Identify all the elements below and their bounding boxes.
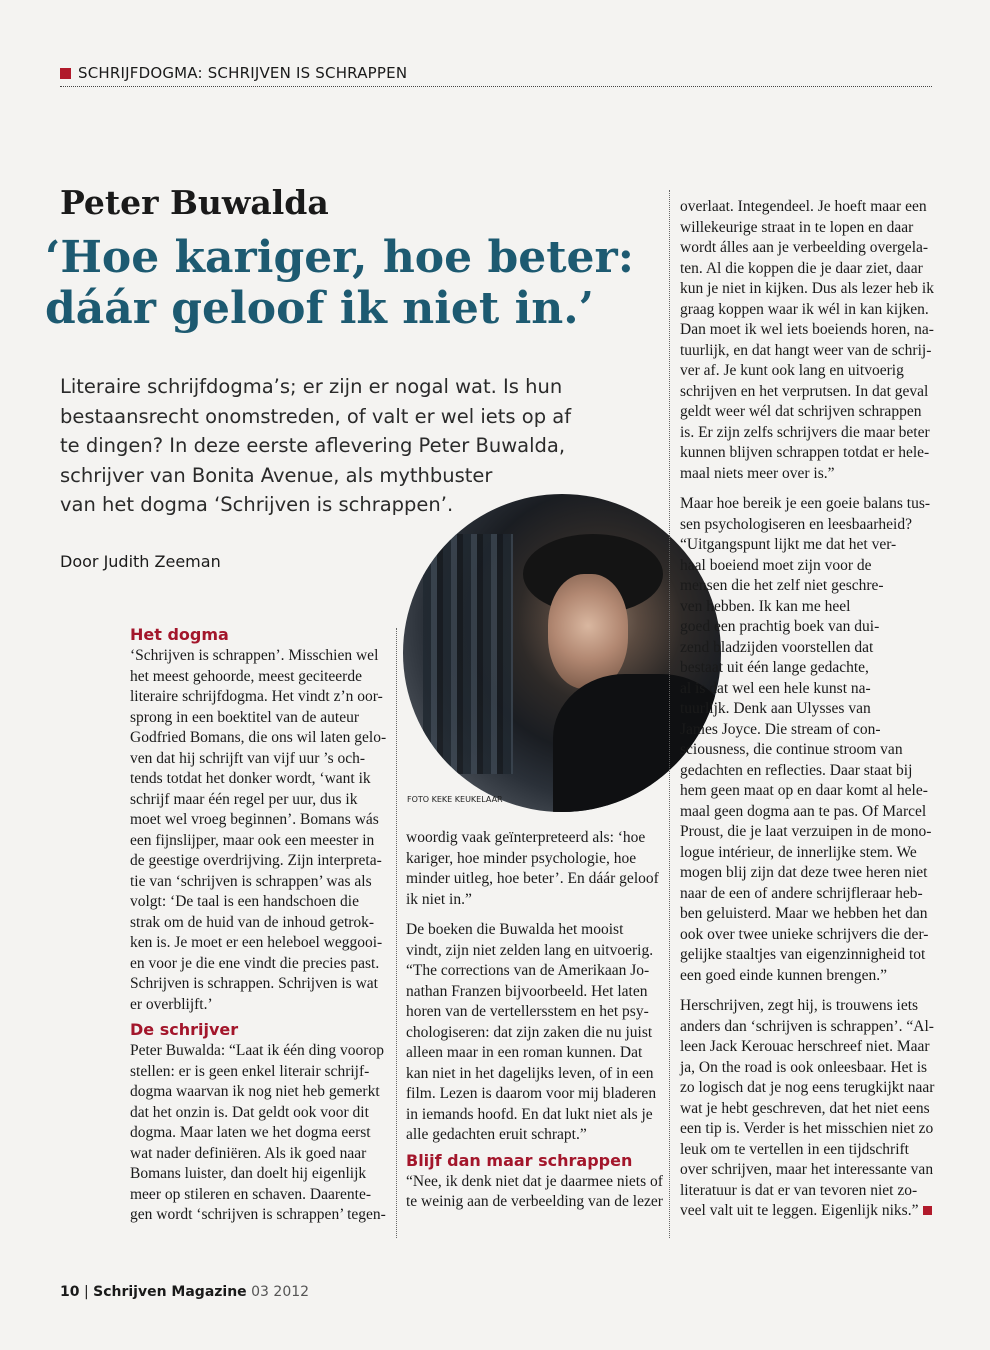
text-line: ook over twee unieke schrijvers die der- — [680, 925, 929, 943]
text-line: schrijf maar één regel per uur, dus ik — [130, 790, 358, 808]
text-line: bestaat uit één lange gedachte, — [680, 659, 869, 676]
text-line: Proust, die je laat verzuipen in de mono- — [680, 823, 932, 840]
header-divider — [60, 86, 932, 87]
text-line: meer op stileren en schaven. Daarente- — [130, 1185, 371, 1203]
text-line: willekeurige straat in te lopen en daar — [680, 218, 914, 236]
text-line: overlaat. Integendeel. Je hoeft maar een — [680, 198, 927, 215]
text-line: chologiseren: dat zijn zaken die nu juist — [406, 1023, 653, 1041]
text-line: naar de een of andere schrijfleraar heb- — [680, 884, 923, 902]
text-line: veel valt uit te leggen. Eigenlijk niks.” — [680, 1201, 942, 1222]
intro-paragraph — [60, 372, 580, 520]
section-header — [60, 64, 932, 86]
text-line: ‘Schrijven is schrappen’. Misschien wel — [130, 647, 379, 664]
text-line: James Joyce. Die stream of con- — [680, 720, 881, 738]
text-line: Peter Buwalda: “Laat ik één ding voorop — [130, 1042, 384, 1059]
text-line: sen psychologiseren en leesbaarheid? — [680, 515, 912, 533]
text-line: kariger, hoe minder psychologie, hoe — [406, 849, 637, 867]
page-footer — [60, 1284, 309, 1300]
text-line: en voor je die ene vindt die precies past. — [130, 954, 380, 972]
text-line: literaire schrijfdogma. Het vindt z’n oor- — [130, 688, 383, 705]
text-line: dat het onzin is. Dat geldt ook voor dit — [130, 1103, 369, 1121]
byline: Door Judith Zeeman — [60, 552, 221, 571]
column-2 — [406, 828, 664, 1213]
paragraph — [406, 920, 664, 1146]
text-line: Dan moet ik wel iets boeiends horen, na- — [680, 321, 934, 338]
subject-name: Peter Buwalda — [60, 183, 329, 222]
text-line: De boeken die Buwalda het mooist — [406, 921, 624, 938]
footer-separator: | — [83, 1284, 89, 1300]
issue-date: 03 2012 — [251, 1284, 310, 1300]
text-line: de geestige overdrijving. Zijn interpreta- — [130, 852, 382, 869]
headline-line: ‘Hoe kariger, hoe beter: — [45, 232, 634, 283]
paragraph — [130, 1041, 390, 1226]
paragraph — [680, 494, 942, 986]
text-line: te weinig aan de verbeelding van de lezer — [406, 1193, 663, 1210]
text-line: volgt: ‘De taal is een handschoen die — [130, 893, 359, 910]
text-line: hem geen maat op en daar komt al hele- — [680, 782, 928, 799]
text-line: “Uitgangspunt lijkt me dat het ver- — [680, 536, 897, 553]
photo-bookshelf — [423, 534, 513, 774]
text-line: dogma. Maar laten we het dogma eerst — [130, 1124, 371, 1141]
text-line: ver af. Je kunt ook lang en uitvoerig — [680, 362, 904, 379]
magazine-name: Schrijven Magazine — [93, 1284, 247, 1300]
text-line: logue intérieur, de innerlijke stem. We — [680, 843, 917, 861]
intro-line: Literaire schrijfdogma’s; er zijn er nogal wat. Is hun — [60, 375, 563, 398]
column-1 — [130, 624, 390, 1226]
photo-face — [548, 574, 628, 689]
text-line: tie van ‘schrijven is schrappen’ was als — [130, 872, 372, 890]
text-line: maal niets meer over is.” — [680, 464, 835, 482]
text-line: tuurlijk. Denk aan Ulysses van — [680, 700, 871, 717]
text-line: kunnen blijven schrappen totdat er hele- — [680, 444, 930, 461]
text-line: een fijnslijper, maar ook een meester in — [130, 831, 375, 849]
text-line: haal boeiend moet zijn voor de — [680, 556, 872, 574]
text-line: tuurlijk, en dat hangt weer van de schrij- — [680, 341, 932, 359]
text-line: woordig vaak geïnterpreteerd als: ‘hoe — [406, 829, 646, 846]
text-line: minder uitleg, hoe beter’. En dáár geloof — [406, 870, 659, 887]
text-line: nathan Franzen bijvoorbeeld. Het laten — [406, 982, 648, 1000]
text-line: goed een prachtig boek van dui- — [680, 618, 880, 635]
text-line: over schrijven, maar het interessante van — [680, 1161, 934, 1178]
text-line: zend bladzijden voorstellen dat — [680, 638, 874, 656]
text-line: tends totdat het donker wordt, ‘want ik — [130, 770, 371, 787]
text-line: het meest gehoorde, meest geciteerde — [130, 667, 362, 685]
text-line: ven hebben. Ik kan me heel — [680, 597, 851, 615]
text-line: vindt, zijn niet zelden lang en uitvoerig. — [406, 941, 654, 959]
text-line: geldt weer wél dat schrijven schrappen — [680, 403, 922, 420]
text-line: een goed einde kunnen brengen.” — [680, 966, 888, 984]
text-line: in iemands hoofd. En dat lukt niet als je — [406, 1105, 653, 1123]
text-line: “Nee, ik denk niet dat je daarmee niets of — [406, 1172, 663, 1190]
text-line: wordt álles aan je verbeelding overgela- — [680, 239, 929, 256]
subheading-dogma: Het dogma — [130, 625, 229, 644]
text-line: Maar hoe bereik je een goeie balans tus- — [680, 495, 931, 512]
text-line: graag koppen waar ik wél in kan kijken. — [680, 300, 929, 318]
text-line: moet wel vroeg beginnen’. Bomans wás — [130, 811, 379, 828]
headline — [45, 232, 685, 334]
text-line: gen wordt ‘schrijven is schrappen’ tegen- — [130, 1206, 386, 1223]
text-line: wat je hebt geschreven, dat het niet eens — [680, 1099, 930, 1117]
text-line: ben geluisterd. Maar we hebben het dan — [680, 905, 928, 922]
text-line: dogma waarvan ik nog niet heb gemerkt — [130, 1083, 380, 1100]
text-line: strak om de huid van de inhoud getrok- — [130, 913, 375, 931]
paragraph — [406, 1172, 664, 1213]
text-line: een tip is. Verder is het misschien niet zo — [680, 1120, 934, 1137]
text-line: literatuur is dat er van tevoren niet zo- — [680, 1181, 918, 1199]
intro-line: bestaansrecht onomstreden, of valt er wel iets op af — [60, 404, 572, 428]
text-line: ja, On the road is ook onleesbaar. Het is — [680, 1058, 928, 1076]
text-line: gelijke staaltjes van eigenzinnigheid tot — [680, 946, 926, 963]
text-line: mensen die het zelf niet geschre- — [680, 577, 884, 594]
text-line: anders dan ‘schrijven is schrappen’. “Al- — [680, 1017, 934, 1035]
subheading-schrijver: De schrijver — [130, 1020, 239, 1039]
column-divider — [669, 190, 670, 1238]
text-line: maal geen dogma aan te pas. Of Marcel — [680, 802, 927, 820]
section-marker-icon — [60, 68, 71, 79]
text-line: alleen maar in een roman kunnen. Dat — [406, 1044, 643, 1061]
text-line: sprong in een boektitel van de auteur — [130, 708, 359, 726]
text-line: kun je niet in kijken. Dus als lezer heb ik — [680, 280, 934, 297]
text-line: ten. Al die koppen die je daar ziet, daar — [680, 259, 923, 277]
text-line: Godfried Bomans, die ons wil laten gelo- — [130, 729, 387, 746]
author-portrait-photo — [403, 494, 721, 812]
text-line: ven dat hij schrijft van vijf uur ’s och- — [130, 749, 366, 767]
text-line: er overblijft.’ — [130, 995, 213, 1013]
text-line: Herschrijven, zegt hij, is trouwens iets — [680, 997, 919, 1014]
paragraph — [406, 828, 664, 910]
section-label: SCHRIJFDOGMA: SCHRIJVEN IS SCHRAPPEN — [78, 64, 408, 82]
text-line: Bomans luister, dan doelt hij eigenlijk — [130, 1165, 367, 1182]
column-divider — [396, 628, 397, 1238]
text-line: leen Jack Kerouac herschreef niet. Maar — [680, 1038, 930, 1055]
headline-line: dáár geloof ik niet in.’ — [45, 283, 594, 334]
text-line: “The corrections van de Amerikaan Jo- — [406, 962, 650, 979]
text-line: wat nader definiëren. Als ik goed naar — [130, 1144, 367, 1162]
text-line: kan niet in het dagelijks leven, of in een — [406, 1064, 654, 1082]
intro-line: van het dogma ‘Schrijven is schrappen’. — [60, 493, 454, 516]
text-line: sciousness, die continue stroom van — [680, 741, 903, 758]
text-line: gedachten en reflecties. Daar staat bij — [680, 761, 913, 779]
subheading-schrappen: Blijf dan maar schrappen — [406, 1150, 633, 1170]
text-line: film. Lezen is daarom voor mij bladeren — [406, 1085, 657, 1102]
paragraph — [130, 646, 390, 1015]
column-3 — [680, 197, 942, 1222]
paragraph — [680, 197, 942, 484]
text-line: leuk om te vertellen in een tijdschrift — [680, 1140, 909, 1158]
intro-line: te dingen? In deze eerste aflevering Peter Buwalda, — [60, 434, 566, 457]
text-line: al is dat wel een hele kunst na- — [680, 679, 871, 697]
photo-credit: FOTO KEKE KEUKELAAR — [407, 795, 503, 804]
page-number: 10 — [60, 1284, 80, 1300]
text-line: Schrijven is schrappen. Schrijven is wat — [130, 975, 378, 992]
text-line: schrijven en het verprutsen. In dat geval — [680, 382, 929, 400]
text-line: ken is. Je moet er een heleboel weggooi- — [130, 934, 383, 951]
paragraph — [680, 996, 942, 1222]
text-line: ik niet in.” — [406, 890, 472, 908]
text-line: alle gedachten eruit schrapt.” — [406, 1126, 587, 1143]
text-line: is. Er zijn zelfs schrijvers die maar beter — [680, 423, 930, 441]
text-line: mogen blij zijn dat deze twee heren niet — [680, 864, 928, 881]
text-line: stellen: er is geen enkel literair schrijf- — [130, 1062, 370, 1080]
intro-line: schrijver van Bonita Avenue, als mythbuster — [60, 463, 493, 487]
text-line: zo logisch dat je nog eens terugkijkt naar — [680, 1079, 935, 1096]
end-marker-icon — [923, 1206, 932, 1215]
text-line: horen van de vertellersstem en het psy- — [406, 1003, 649, 1020]
